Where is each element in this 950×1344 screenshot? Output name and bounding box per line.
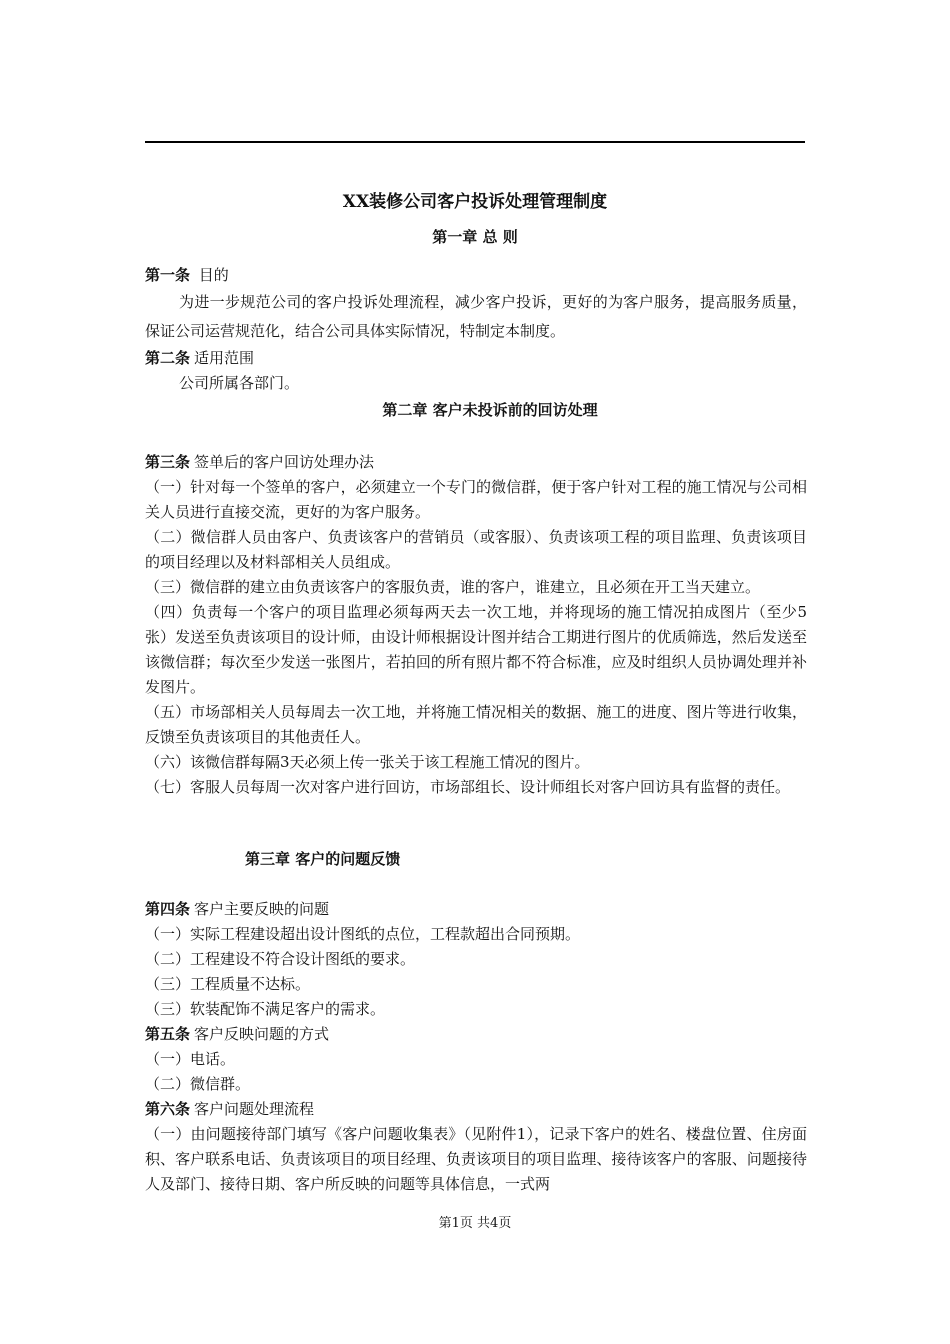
list-item: （六）该微信群每隔3天必须上传一张关于该工程施工情况的图片。: [145, 753, 590, 771]
article-4-heading: [145, 897, 807, 922]
article-label: 第五条: [145, 1025, 191, 1043]
list-item: （一）由问题接待部门填写《客户问题收集表》（见附件1），记录下客户的姓名、楼盘位置、住房面积、客户联系电话、负责该项目的项目经理、负责该项目的项目监理、接待该客户的客服、问题接待人及部门、接待日期、客户所反映的问题等具体信息，一式两: [145, 1125, 807, 1193]
page-footer: 第1页 共4页: [438, 1216, 512, 1231]
chapter-3-heading: 第三章 客户的问题反馈: [245, 850, 401, 868]
article-title: 签单后的客户回访处理办法: [194, 453, 375, 471]
section-chapter-1: [145, 263, 807, 396]
list-item: （二）工程建设不符合设计图纸的要求。: [145, 950, 416, 968]
section-chapter-3: [145, 897, 807, 1197]
chapter-1-heading: 第一章 总 则: [432, 228, 518, 246]
list-item: （一）实际工程建设超出设计图纸的点位，工程款超出合同预期。: [145, 925, 581, 943]
list-item: （三）微信群的建立由负责该客户的客服负责，谁的客户，谁建立，且必须在开工当天建立。: [145, 578, 761, 596]
article-1-text: 为进一步规范公司的客户投诉处理流程，减少客户投诉，更好的为客户服务，提高服务质量，保证公司运营规范化，结合公司具体实际情况，特制定本制度。: [145, 293, 807, 340]
article-label: 第六条: [145, 1100, 191, 1118]
list-item: （五）市场部相关人员每周去一次工地，并将施工情况相关的数据、施工的进度、图片等进行收集，反馈至负责该项目的其他责任人。: [145, 703, 807, 746]
article-1-heading: [145, 263, 807, 288]
article-title: 客户主要反映的问题: [194, 900, 330, 918]
list-item: （一）电话。: [145, 1050, 236, 1068]
article-label: 第四条: [145, 900, 191, 918]
section-chapter-2: [145, 450, 807, 800]
article-label: 第二条: [145, 349, 191, 367]
list-item: （七）客服人员每周一次对客户进行回访，市场部组长、设计师组长对客户回访具有监督的责任。: [145, 778, 791, 796]
list-item: （四）负责每一个客户的项目监理必须每两天去一次工地，并将现场的施工情况拍成图片（至少5张）发送至负责该项目的设计师，由设计师根据设计图并结合工期进行图片的优质筛选，然后发送至该微信群；每次至少发送一张图片，若拍回的所有照片都不符合标准，应及时组织人员协调处理并补发图片。: [145, 603, 807, 696]
article-2-heading: [145, 346, 807, 371]
article-label: 第三条: [145, 453, 191, 471]
article-title: 客户反映问题的方式: [194, 1025, 330, 1043]
list-item: （二）微信群人员由客户、负责该客户的营销员（或客服）、负责该项工程的项目监理、负责该项目的项目经理以及材料部相关人员组成。: [145, 528, 807, 571]
document-title: XX装修公司客户投诉处理管理制度: [342, 192, 608, 212]
article-2-text: 公司所属各部门。: [179, 374, 300, 392]
article-label: 第一条: [145, 266, 191, 284]
header-rule: [145, 141, 805, 143]
list-item: （三）软装配饰不满足客户的需求。: [145, 1000, 386, 1018]
article-title: 适用范围: [194, 349, 255, 367]
article-5-heading: [145, 1022, 807, 1047]
list-item: （一）针对每一个签单的客户，必须建立一个专门的微信群，便于客户针对工程的施工情况与公司相关人员进行直接交流，更好的为客户服务。: [145, 478, 807, 521]
article-3-heading: [145, 450, 807, 475]
list-item: （二）微信群。: [145, 1075, 251, 1093]
article-title: 目的: [194, 266, 229, 284]
article-6-heading: [145, 1097, 807, 1122]
list-item: （三）工程质量不达标。: [145, 975, 311, 993]
chapter-2-heading: 第二章 客户未投诉前的回访处理: [382, 401, 598, 419]
article-title: 客户问题处理流程: [194, 1100, 315, 1118]
